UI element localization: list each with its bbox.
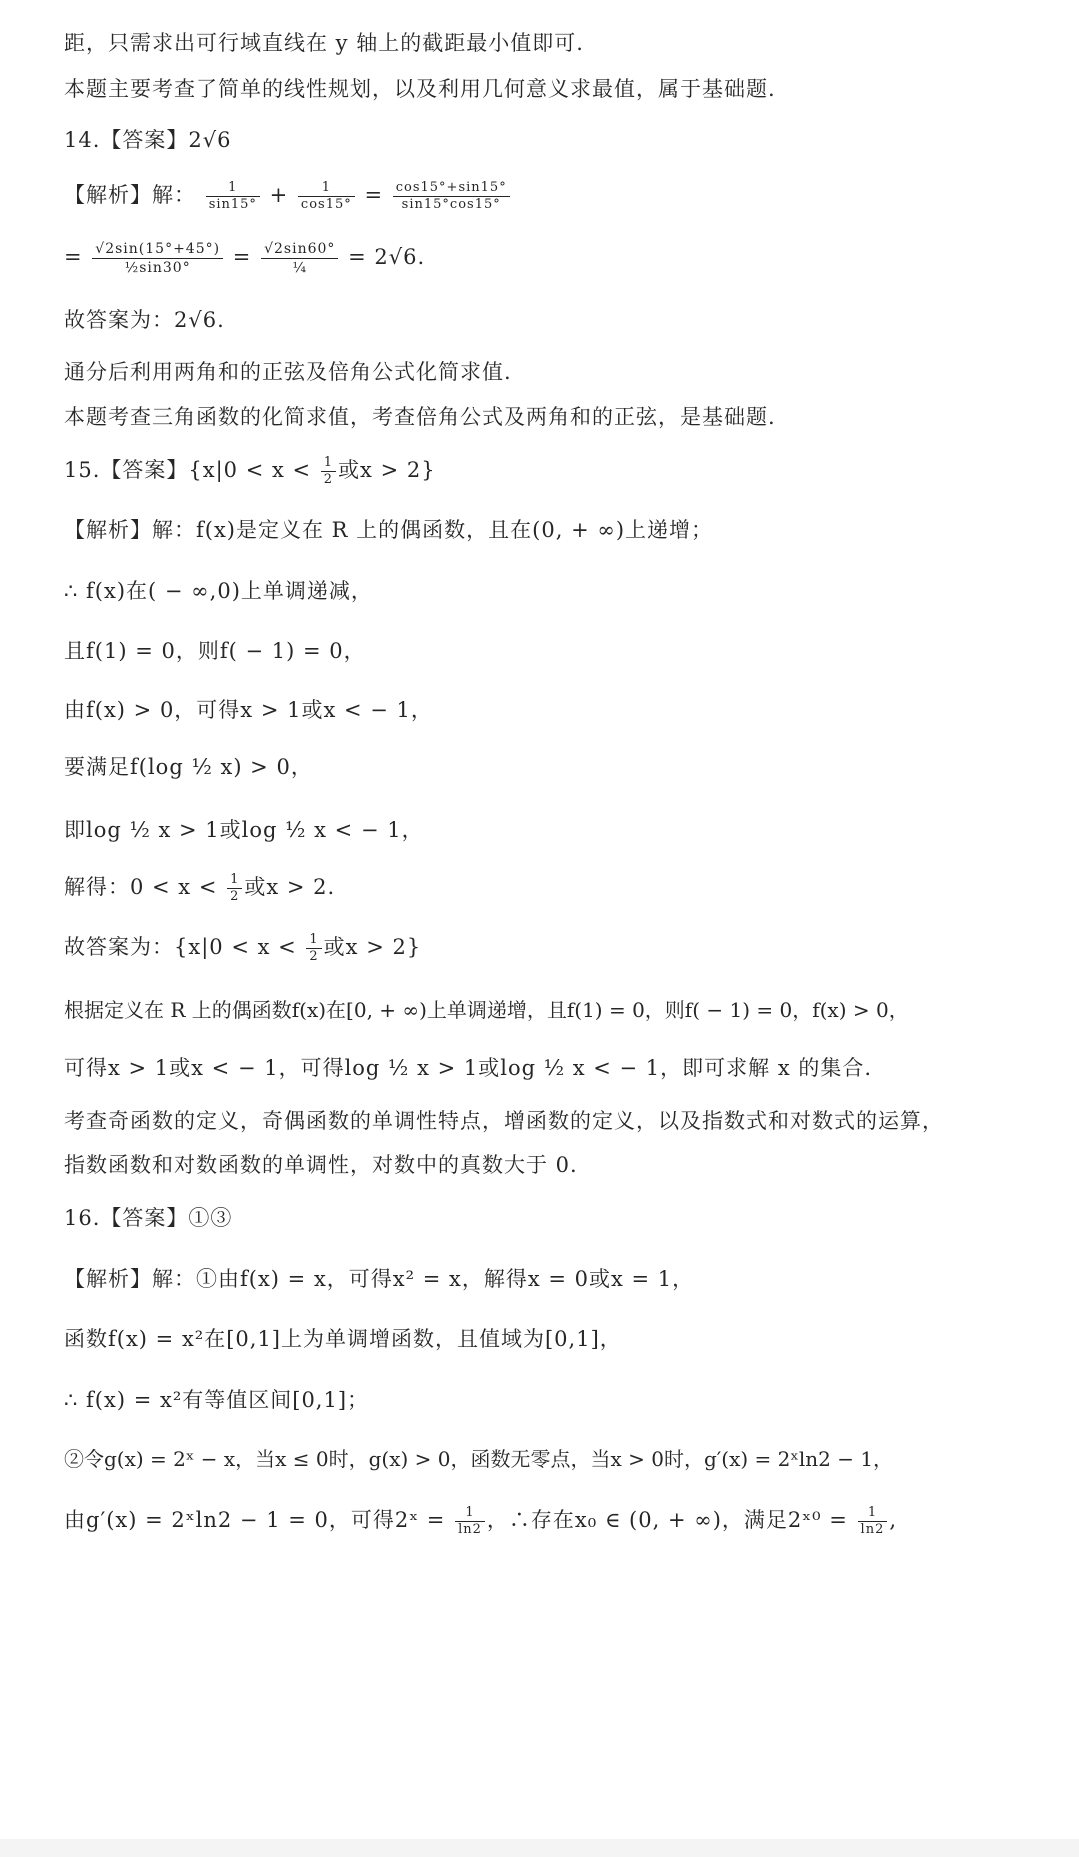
text-line: 函数f(x) = x²在[0,1]上为单调增函数，且值域为[0,1]， bbox=[64, 1327, 622, 1351]
text-line: 由g′(x) = 2ˣln2 − 1 = 0，可得2ˣ = $\frac{1}{\ln 2}$ ，∴存在x₀ ∈ (0, + ∞)，满足2ˣ⁰ = $\frac{1}{\ln 2}$ , bbox=[64, 1505, 898, 1537]
solution-14-line1: 【解析】解： $\frac{1}{\sin 15^\circ}$ + $\frac{1}{\cos 15^\circ}$ = $\frac{\cos 15^\circ+\sin 15^\circ}{\sin 15^\circ\cos 15^\circ}$ bbox=[64, 180, 1049, 213]
text-line: 【解析】解：①由f(x) = x，可得x² = x，解得x = 0或x = 1， bbox=[64, 1267, 695, 1291]
text-line: 本题考查三角函数的化简求值，考查倍角公式及两角和的正弦，是基础题. bbox=[64, 405, 776, 429]
text-line: 根据定义在 R 上的偶函数f(x)在[0, + ∞)上单调递增，且f(1) = 0，则f( − 1) = 0，f(x) > 0， bbox=[64, 998, 909, 1022]
text-line: 故答案为：{x|0 < x < $\frac{1}{2}$ 或x > 2} bbox=[64, 932, 422, 964]
text-line: 通分后利用两角和的正弦及倍角公式化简求值. bbox=[64, 360, 512, 384]
answer-16: 16.【答案】①③ bbox=[64, 1206, 233, 1230]
text-line: 指数函数和对数函数的单调性，对数中的真数大于 0. bbox=[64, 1153, 578, 1177]
fraction: $\frac{1}{\cos 15^\circ}$ bbox=[298, 180, 355, 213]
answer-14: 14.【答案】2√6 bbox=[64, 128, 232, 152]
solution-14-line2: = $\frac{√2\sin(15^\circ+45^\circ)}{\text{½sin30°}}$ = $\frac{√2\sin 60^\circ}{\text{¼}}$ = 2√6. bbox=[64, 241, 426, 276]
fraction: $\frac{1}{2}$ bbox=[306, 932, 321, 965]
text-line: ∴ f(x)在( − ∞,0)上单调递减， bbox=[64, 579, 373, 603]
text-line: 本题主要考查了简单的线性规划，以及利用几何意义求最值，属于基础题. bbox=[64, 77, 776, 101]
text-line: 解得：0 < x < $\frac{1}{2}$ 或x > 2. bbox=[64, 872, 336, 904]
text-line: 距，只需求出可行域直线在 y 轴上的截距最小值即可. bbox=[64, 31, 584, 55]
text-line: 由f(x) > 0，可得x > 1或x < − 1， bbox=[64, 698, 433, 722]
text-line: 【解析】解：f(x)是定义在 R 上的偶函数，且在(0, + ∞)上递增； bbox=[64, 518, 714, 542]
fraction: $\frac{1}{\sin 15^\circ}$ bbox=[206, 180, 260, 213]
text-line: 且f(1) = 0，则f( − 1) = 0， bbox=[64, 639, 366, 663]
page-bottom-edge bbox=[0, 1839, 1079, 1857]
text-line: ∴ f(x) = x²有等值区间[0,1]； bbox=[64, 1388, 370, 1412]
fraction: $\frac{1}{2}$ bbox=[321, 455, 336, 488]
text-line: 故答案为：2√6. bbox=[64, 308, 225, 332]
fraction: $\frac{1}{\ln 2}$ bbox=[455, 1505, 485, 1538]
answer-15: 15.【答案】{x|0 < x < $\frac{1}{2}$ 或x > 2} bbox=[64, 455, 436, 487]
fraction: $\frac{1}{\ln 2}$ bbox=[858, 1505, 888, 1538]
text-line: ②令g(x) = 2ˣ − x，当x ≤ 0时，g(x) > 0，函数无零点，当x > 0时，g′(x) = 2ˣln2 − 1， bbox=[64, 1447, 894, 1471]
text-line: 即log ½ x > 1或log ½ x < − 1， bbox=[64, 818, 424, 842]
fraction: $\frac{√2\sin 60^\circ}{\text{¼}}$ bbox=[261, 240, 338, 277]
text-line: 要满足f(log ½ x) > 0， bbox=[64, 755, 313, 779]
text-line: 可得x > 1或x < − 1，可得log ½ x > 1或log ½ x < − 1，即可求解 x 的集合. bbox=[64, 1056, 873, 1080]
fraction: $\frac{1}{2}$ bbox=[227, 872, 242, 905]
fraction: $\frac{√2\sin(15^\circ+45^\circ)}{\text{½sin30°}}$ bbox=[92, 240, 223, 277]
text-line: 考查奇函数的定义，奇偶函数的单调性特点，增函数的定义，以及指数式和对数式的运算， bbox=[64, 1109, 944, 1133]
fraction: $\frac{\cos 15^\circ+\sin 15^\circ}{\sin 15^\circ\cos 15^\circ}$ bbox=[393, 180, 510, 213]
